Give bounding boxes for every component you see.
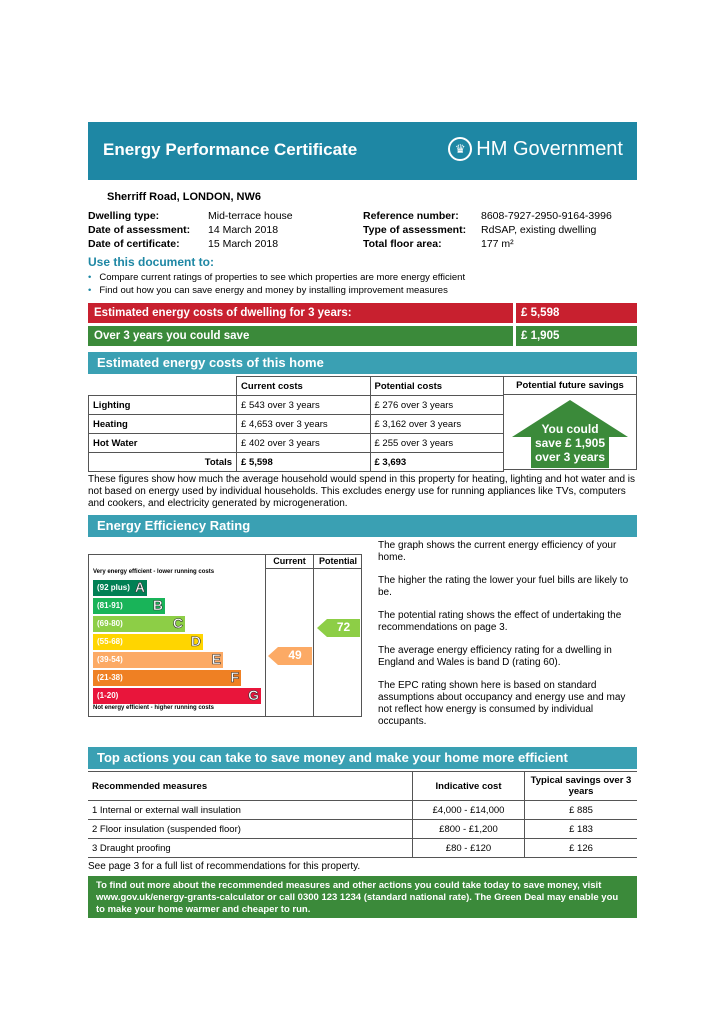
top-caption: Very energy efficient - lower running costs: [93, 569, 215, 575]
divider: [265, 554, 266, 717]
table-row: [88, 839, 637, 858]
rating-band-g: [93, 688, 261, 704]
measure-name: 3 Draught proofing: [88, 839, 413, 858]
savings-line2: save £ 1,905: [534, 436, 606, 450]
hm-government-logo: [448, 137, 623, 161]
measure-saving: £ 885: [525, 801, 638, 820]
totals-row: [89, 453, 504, 472]
actions-section-title: Top actions you can take to save money and make your home more efficient: [88, 747, 637, 769]
costs-explanation: These figures show how much the average household would spend in this property for heating, lighting and hot water and is not based on energy used by individual households. This excludes energy use for running appliances like TVs, computers and cookers, and electricity generated by microgeneration.: [88, 474, 636, 509]
table-row: [88, 820, 637, 839]
cost-header: Indicative cost: [413, 772, 525, 801]
rating-band-f: [93, 670, 241, 686]
row-current: £ 543 over 3 years: [237, 396, 370, 415]
band-range: (81-91): [97, 601, 123, 610]
row-name: Heating: [89, 415, 237, 434]
table-row: [89, 396, 504, 415]
current-column-header: Current: [273, 556, 306, 566]
details-left: [88, 209, 293, 251]
totals-label: Totals: [89, 453, 237, 472]
see-page-note: See page 3 for a full list of recommendations for this property.: [88, 861, 361, 872]
row-potential: £ 276 over 3 years: [370, 396, 504, 415]
rating-band-c: [93, 616, 185, 632]
footer-text-pre: To find out more about the recommended measures and other actions you could take today to save money, visit www.gov.uk/energy-grants-calculator or call: [96, 880, 602, 903]
reference-number-value: 8608-7927-2950-9164-3996: [481, 210, 612, 222]
assessment-date-label: Date of assessment:: [88, 224, 191, 236]
measure-cost: £800 - £1,200: [413, 820, 525, 839]
efficiency-section-title: Energy Efficiency Rating: [88, 515, 637, 537]
band-range: (1-20): [97, 691, 119, 700]
measure-saving: £ 183: [525, 820, 638, 839]
band-range: (92 plus): [97, 583, 130, 592]
dwelling-type-label: Dwelling type:: [88, 210, 160, 222]
more-info-box: [88, 876, 637, 918]
divider: [313, 554, 314, 717]
current-costs-header: Current costs: [237, 377, 370, 396]
explanation-paragraph: The potential rating shows the effect of undertaking the recommendations on page 3.: [378, 610, 622, 633]
row-name: Lighting: [89, 396, 237, 415]
band-range: (69-80): [97, 619, 123, 628]
row-current: £ 4,653 over 3 years: [237, 415, 370, 434]
explanation-paragraph: The EPC rating shown here is based on standard assumptions about occupancy and energy use and may not reflect how energy is consumed by individual occupants.: [378, 680, 626, 727]
totals-current: £ 5,598: [237, 453, 370, 472]
use-document-bullets: [88, 271, 465, 297]
measure-name: 1 Internal or external wall insulation: [88, 801, 413, 820]
assessment-type-value: RdSAP, existing dwelling: [481, 224, 597, 236]
potential-column-header: Potential: [318, 556, 357, 566]
measures-header: Recommended measures: [88, 772, 413, 801]
band-letter: G: [248, 687, 259, 703]
band-letter: F: [230, 669, 239, 685]
band-range: (39-54): [97, 655, 123, 664]
certificate-date-label: Date of certificate:: [88, 238, 180, 250]
header-banner: [88, 122, 637, 180]
gov-name: HM Government: [476, 137, 623, 160]
table-corner: [89, 377, 237, 396]
savings-line3: over 3 years: [534, 450, 606, 464]
bullet-item: • Find out how you can save energy and money by installing improvement measures: [88, 284, 465, 297]
footer-phone: 0300 123 1234: [297, 892, 362, 903]
estimated-cost-bar: Estimated energy costs of dwelling for 3 years:: [88, 303, 513, 323]
rating-band-a: [93, 580, 147, 596]
use-document-title: Use this document to:: [88, 255, 215, 269]
band-letter: C: [172, 615, 183, 631]
bottom-caption: Not energy efficient - higher running costs: [93, 705, 215, 711]
floor-area-label: Total floor area:: [363, 238, 442, 250]
band-range: (21-38): [97, 673, 123, 682]
floor-area-value: 177 m²: [481, 238, 514, 250]
rating-band-b: [93, 598, 165, 614]
measure-name: 2 Floor insulation (suspended floor): [88, 820, 413, 839]
row-potential: £ 255 over 3 years: [370, 434, 504, 453]
current-rating-value: 49: [288, 648, 302, 662]
efficiency-explanation: [378, 540, 636, 728]
assessment-date-value: 14 March 2018: [208, 224, 279, 236]
measure-cost: £80 - £120: [413, 839, 525, 858]
savings-arrow-text: [520, 422, 620, 464]
row-name: Hot Water: [89, 434, 237, 453]
band-letter: D: [190, 633, 201, 649]
band-letter: E: [211, 651, 221, 667]
band-letter: A: [134, 579, 145, 595]
divider: [265, 568, 362, 569]
rating-band-e: [93, 652, 223, 668]
table-row: [88, 801, 637, 820]
future-savings-header: Potential future savings: [503, 376, 637, 395]
rating-band-d: [93, 634, 203, 650]
band-letter: B: [152, 597, 163, 613]
band-range: (55-68): [97, 637, 123, 646]
certificate-date-value: 15 March 2018: [208, 238, 279, 250]
recommendations-table: [88, 771, 637, 858]
totals-potential: £ 3,693: [370, 453, 504, 472]
row-current: £ 402 over 3 years: [237, 434, 370, 453]
energy-costs-section-title: Estimated energy costs of this home: [88, 352, 637, 374]
measure-saving: £ 126: [525, 839, 638, 858]
explanation-paragraph: The higher the rating the lower your fuel bills are likely to be.: [378, 575, 629, 598]
potential-rating-value: 72: [336, 620, 351, 634]
bullet-item: • Compare current ratings of properties to see which properties are more energy efficient: [88, 271, 465, 284]
table-row: [89, 415, 504, 434]
royal-crest-icon: ♛: [448, 137, 472, 161]
assessment-type-label: Type of assessment:: [363, 224, 467, 236]
property-address: Sherriff Road, LONDON, NW6: [107, 191, 262, 203]
savings-bar: Over 3 years you could save: [88, 326, 513, 346]
explanation-paragraph: The graph shows the current energy efficiency of your home.: [378, 540, 617, 563]
table-row: [89, 434, 504, 453]
savings-header: Typical savings over 3 years: [525, 772, 638, 801]
savings-line1: You could: [541, 422, 599, 436]
potential-costs-header: Potential costs: [370, 377, 504, 396]
dwelling-type-value: Mid-terrace house: [208, 210, 293, 222]
footer-text-post: (standard national rate). The Green Deal may enable you to make your home warmer and cheaper to run.: [96, 892, 619, 915]
savings-value: £ 1,905: [516, 326, 637, 346]
certificate-title: Energy Performance Certificate: [103, 140, 358, 159]
estimated-cost-value: £ 5,598: [516, 303, 637, 323]
details-right: [363, 209, 612, 251]
energy-costs-table: [88, 376, 504, 472]
explanation-paragraph: The average energy efficiency rating for a dwelling in England and Wales is band D (rating 60).: [378, 645, 612, 668]
reference-number-label: Reference number:: [363, 210, 459, 222]
row-potential: £ 3,162 over 3 years: [370, 415, 504, 434]
measure-cost: £4,000 - £14,000: [413, 801, 525, 820]
